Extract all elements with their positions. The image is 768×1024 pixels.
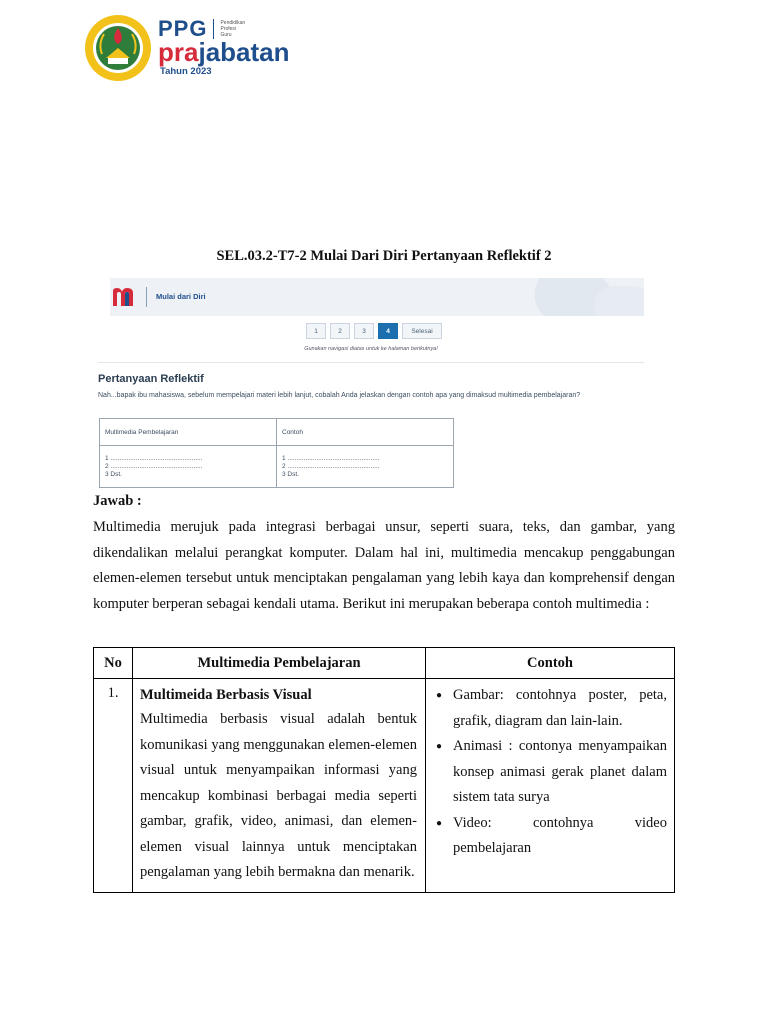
ppg-sub-line: Guru — [220, 32, 232, 38]
list-item — [433, 811, 667, 862]
university-seal-icon — [84, 14, 152, 82]
example-text: Gambar: contohnya poster, peta, grafik, diagram dan lain-lain. — [453, 687, 667, 729]
template-header-rule — [100, 445, 453, 446]
answer-paragraph: Multimedia merujuk pada integrasi berbagai unsur, seperti suara, teks, dan gambar, yang dikendalikan melalui perangkat komputer. Dalam hal ini, multimedia mencakup penggabungan elemen-elemen tersebut untuk menciptakan pengalaman yang lebih kaya dan komprehensif dengan komputer berperan sebagai kendali utama. Berikut ini merupakan beberapa contoh multimedia : — [93, 519, 675, 612]
examples-list — [433, 683, 667, 862]
bullet-icon: ● — [436, 741, 443, 752]
table-row — [94, 679, 675, 893]
table-header-row — [94, 648, 675, 679]
embedded-screenshot — [98, 278, 644, 488]
page-button-3[interactable]: 3 — [354, 323, 374, 339]
prajabatan-text — [158, 38, 290, 66]
document-title: SEL.03.2-T7-2 Mulai Dari Diri Pertanyaan Reflektif 2 — [216, 248, 552, 264]
prajabatan-rest: jabatan — [198, 37, 290, 67]
examples-cell — [426, 679, 675, 893]
example-text: Animasi : contonya menyampaikan konsep animasi gerak planet dalam sistem tata surya — [453, 738, 667, 805]
page-button-4[interactable]: 4 — [378, 323, 398, 339]
answer-label: Jawab : — [93, 493, 142, 509]
screenshot-header — [110, 278, 644, 316]
template-header: Multimedia Pembelajaran — [105, 429, 179, 436]
example-text: Video: contohnya video pembelajaran — [453, 814, 667, 856]
reflective-prompt: Nah...bapak ibu mahasiswa, sebelum mempelajari materi lebih lanjut, cobalah Anda jelaskan dengan contoh apa yang dimaksud multimedia pembelajaran? — [98, 392, 581, 399]
m-logo-icon — [112, 287, 134, 307]
navigation-hint: Gunakan navigasi diatas untuk ke halaman berikutnya! — [304, 346, 438, 352]
ppg-divider — [213, 19, 214, 39]
section-title: Pertanyaan Reflektif — [98, 373, 204, 385]
template-rows — [105, 455, 203, 479]
logo-year: Tahun 2023 — [160, 66, 212, 77]
list-item — [433, 734, 667, 811]
template-row: 2 ................................................... — [105, 463, 203, 470]
template-rows — [282, 455, 380, 479]
header-decoration — [594, 286, 644, 316]
list-item — [433, 683, 667, 734]
bullet-icon: ● — [436, 690, 443, 701]
divider — [98, 362, 644, 363]
multimedia-title: Multimeida Berbasis Visual — [140, 687, 312, 703]
page-navigation — [306, 323, 442, 339]
answer-template-table — [99, 418, 454, 488]
page-button-2[interactable]: 2 — [330, 323, 350, 339]
template-row: 3 Dst. — [105, 471, 122, 478]
template-column — [100, 419, 277, 487]
template-column — [277, 419, 453, 487]
header-contoh: Contoh — [426, 648, 675, 679]
template-row: 1 ................................................... — [105, 455, 203, 462]
bullet-icon: ● — [436, 817, 443, 829]
module-title: Mulai dari Diri — [156, 292, 206, 301]
header-divider — [146, 287, 147, 307]
row-number: 1. — [94, 679, 133, 893]
template-row: 2 ................................................... — [282, 463, 380, 470]
multimedia-cell — [133, 679, 426, 893]
multimedia-description: Multimedia berbasis visual adalah bentuk komunikasi yang menggunakan elemen-elemen visual untuk menyampaikan informasi yang mencakup kombinasi berbagai media seperti gambar, grafik, video, animasi, dan elemen-elemen visual lainnya untuk menciptakan pengalaman yang lebih bermakna dan menarik. — [140, 711, 417, 880]
template-row: 3 Dst. — [282, 471, 299, 478]
header-no: No — [94, 648, 133, 679]
ppg-subtitle — [220, 20, 245, 38]
ppg-logo — [84, 12, 304, 84]
ppg-wordmark — [158, 18, 290, 77]
header-multimedia: Multimedia Pembelajaran — [133, 648, 426, 679]
template-row: 1 ................................................... — [282, 455, 380, 462]
ppg-text: PPG — [158, 16, 208, 41]
multimedia-table — [93, 647, 675, 893]
finish-button[interactable]: Selesai — [402, 323, 442, 339]
page-button-1[interactable]: 1 — [306, 323, 326, 339]
prajabatan-accent: pra — [158, 37, 199, 67]
ppg-sub-line: Pendidikan — [220, 20, 246, 26]
template-header: Contoh — [282, 429, 303, 436]
ppg-sub-line: Profesi — [220, 26, 237, 32]
